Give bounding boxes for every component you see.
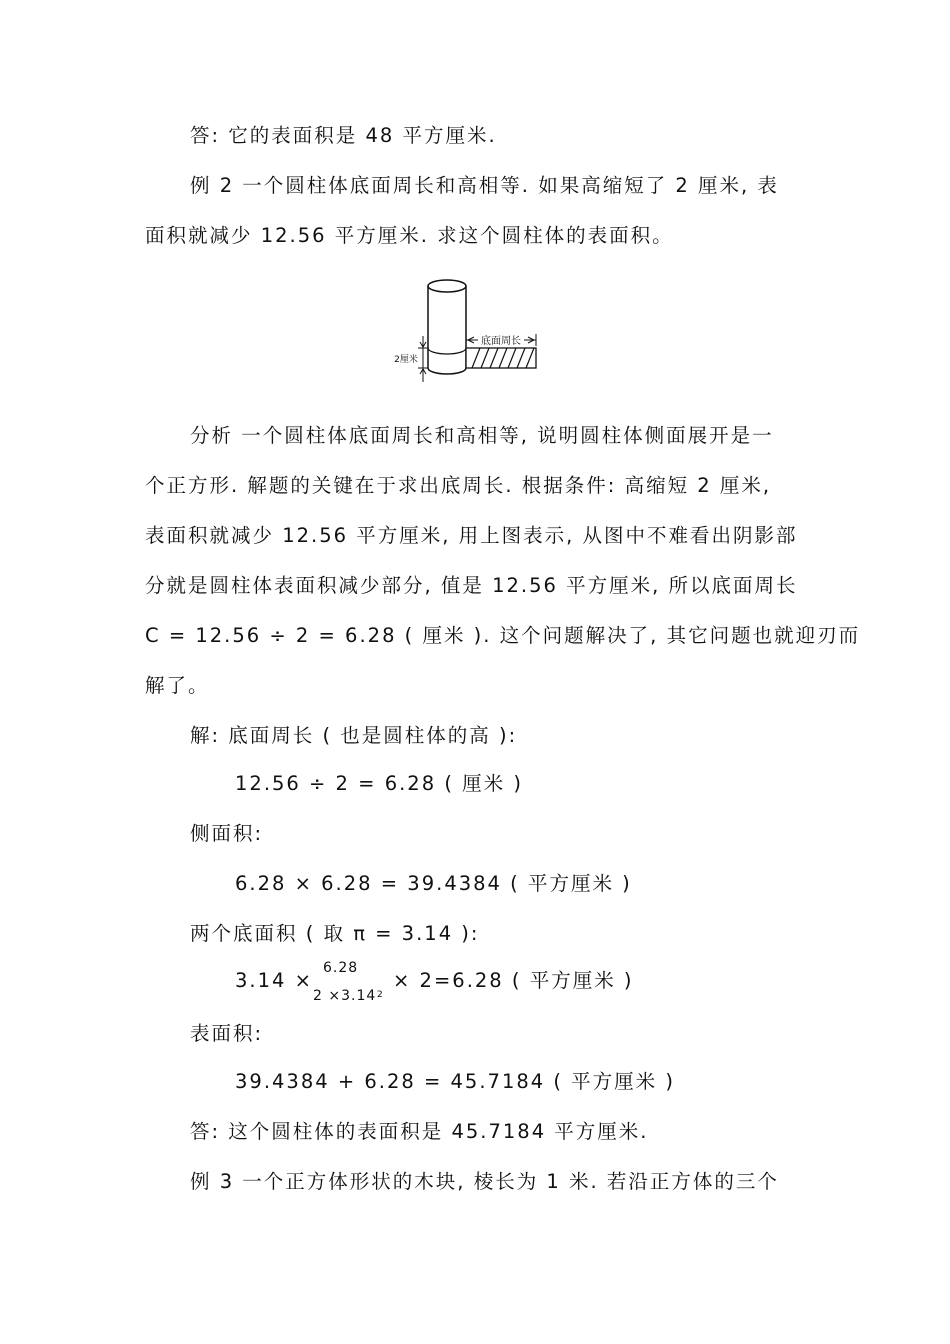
height-label: 2厘米 <box>394 355 418 365</box>
analysis-line5: C = 12.56 ÷ 2 = 6.28 ( 厘米 ). 这个问题解决了, 其它问题也就迎刃而 <box>145 624 861 647</box>
solution-line4: 6.28 × 6.28 = 39.4384 ( 平方厘米 ) <box>235 872 632 895</box>
answer2-line: 答: 这个圆柱体的表面积是 45.7184 平方厘米. <box>190 1120 649 1143</box>
solution-line1: 解: 底面周长 ( 也是圆柱体的高 ): <box>190 724 518 747</box>
analysis-line6: 解了。 <box>145 674 210 697</box>
analysis-line4: 分就是圆柱体表面积减少部分, 值是 12.56 平方厘米, 所以底面周长 <box>145 574 798 597</box>
example2-line2: 面积就减少 12.56 平方厘米. 求这个圆柱体的表面积。 <box>145 224 674 247</box>
solution-line5: 两个底面积 ( 取 π = 3.14 ): <box>190 922 480 945</box>
analysis-line3: 表面积就减少 12.56 平方厘米, 用上图表示, 从图中不难看出阴影部 <box>145 524 798 547</box>
answer-line: 答: 它的表面积是 48 平方厘米. <box>190 124 497 147</box>
example2-line1: 例 2 一个圆柱体底面周长和高相等. 如果高缩短了 2 厘米, 表 <box>190 174 779 197</box>
solution-line3: 侧面积: <box>190 822 264 845</box>
circumference-label: 底面周长 <box>481 336 521 347</box>
solution-line6-prefix: 3.14 × <box>235 969 313 992</box>
fraction-exponent: 2 <box>377 990 383 1000</box>
analysis-line2: 个正方形. 解题的关键在于求出底周长. 根据条件: 高缩短 2 厘米, <box>145 474 772 497</box>
fraction-denominator: 2 ×3.14 <box>313 988 377 1004</box>
solution-line2: 12.56 ÷ 2 = 6.28 ( 厘米 ) <box>235 772 523 795</box>
solution-line7: 表面积: <box>190 1022 264 1045</box>
example3-line1: 例 3 一个正方体形状的木块, 棱长为 1 米. 若沿正方体的三个 <box>190 1170 779 1193</box>
fraction-numerator: 6.28 <box>323 960 359 976</box>
analysis-line1: 分析 一个圆柱体底面周长和高相等, 说明圆柱体侧面展开是一 <box>190 424 774 447</box>
cylinder-figure <box>390 278 550 388</box>
solution-line8: 39.4384 + 6.28 = 45.7184 ( 平方厘米 ) <box>235 1070 675 1093</box>
solution-line6-suffix: × 2=6.28 ( 平方厘米 ) <box>393 969 634 992</box>
